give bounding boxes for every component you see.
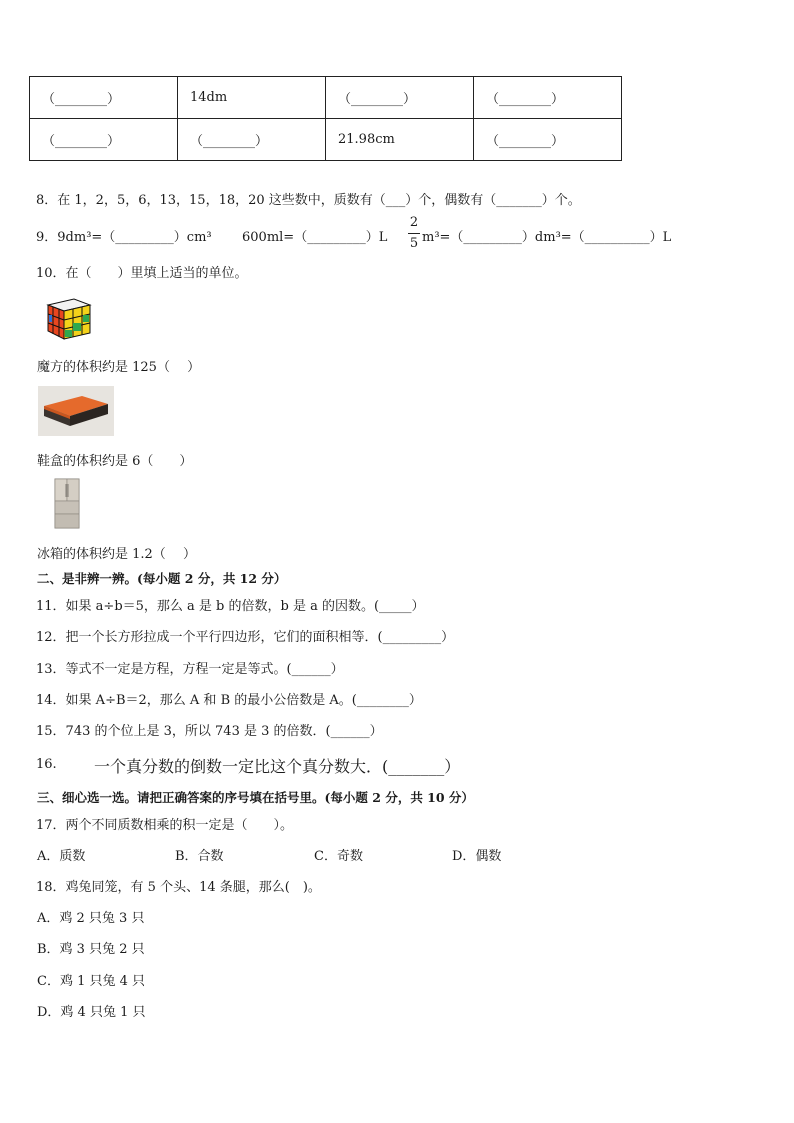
- option-b: B．合数: [175, 849, 224, 864]
- table-cell: （________）: [178, 119, 326, 161]
- table-cell: （________）: [326, 77, 474, 119]
- table-row: [30, 119, 622, 161]
- refrigerator-image: [52, 478, 82, 530]
- section-2-heading: 二、是非辨一辨。(每小题 2 分，共 12 分）: [37, 571, 287, 586]
- rubiks-cube-image: [44, 295, 92, 341]
- question-8: 8．在 1，2，5，6，13，15，18，20 这些数中，质数有（___）个，偶数有（_______）个。: [36, 193, 581, 208]
- option-a: A．鸡 2 只兔 3 只: [37, 911, 145, 926]
- question-12: 12．把一个长方形拉成一个平行四边形，它们的面积相等．(_________）: [36, 630, 455, 645]
- option-d: D．偶数: [452, 849, 502, 864]
- table-cell: （________）: [30, 77, 178, 119]
- question-10: 10．在（ ）里填上适当的单位。: [36, 266, 248, 281]
- fraction-denominator: 5: [409, 236, 419, 251]
- shoebox-volume-text: 鞋盒的体积约是 6（ ）: [37, 454, 193, 469]
- question-13: 13．等式不一定是方程，方程一定是等式。(______）: [36, 662, 344, 677]
- question-16-number: 16.: [36, 757, 57, 772]
- option-b: B．鸡 3 只兔 2 只: [37, 942, 145, 957]
- option-c: C．鸡 1 只兔 4 只: [37, 974, 146, 989]
- question-14: 14．如果 A÷B＝2，那么 A 和 B 的最小公倍数是 A。(________）: [36, 693, 422, 708]
- fraction-numerator: 2: [409, 215, 419, 230]
- question-11: 11．如果 a÷b＝5，那么 a 是 b 的倍数，b 是 a 的因数。(_____）: [36, 599, 425, 614]
- table-cell: 14dm: [178, 77, 326, 119]
- shoe-box-image: [38, 386, 114, 436]
- fraction-two-fifths: [408, 214, 420, 253]
- table-cell: （________）: [474, 119, 622, 161]
- question-15: 15．743 的个位上是 3，所以 743 是 3 的倍数．(______）: [36, 724, 383, 739]
- question-9-part3: m³=（_________）dm³=（__________）L: [422, 230, 672, 245]
- table-cell: 21.98cm: [326, 119, 474, 161]
- table-cell: （________）: [30, 119, 178, 161]
- option-d: D．鸡 4 只兔 1 只: [37, 1005, 146, 1020]
- question-9-part2: 600ml=（_________）L: [242, 230, 388, 245]
- cube-volume-text: 魔方的体积约是 125（ ）: [37, 360, 201, 375]
- option-a: A．质数: [37, 849, 86, 864]
- fraction-bar: [408, 233, 420, 234]
- question-16-text: 一个真分数的倒数一定比这个真分数大．(_______）: [94, 757, 461, 776]
- fridge-volume-text: 冰箱的体积约是 1.2（ ）: [37, 547, 196, 562]
- question-17: 17．两个不同质数相乘的积一定是（ ）。: [36, 818, 294, 833]
- option-c: C．奇数: [314, 849, 363, 864]
- table-row: [30, 77, 622, 119]
- question-18: 18．鸡兔同笼，有 5 个头、14 条腿，那么( )。: [36, 880, 321, 895]
- table-cell: （________）: [474, 77, 622, 119]
- section-3-heading: 三、细心选一选。请把正确答案的序号填在括号里。(每小题 2 分，共 10 分）: [37, 790, 474, 805]
- question-9-part1: 9．9dm³=（_________）cm³: [36, 230, 212, 245]
- answer-table: [29, 76, 622, 161]
